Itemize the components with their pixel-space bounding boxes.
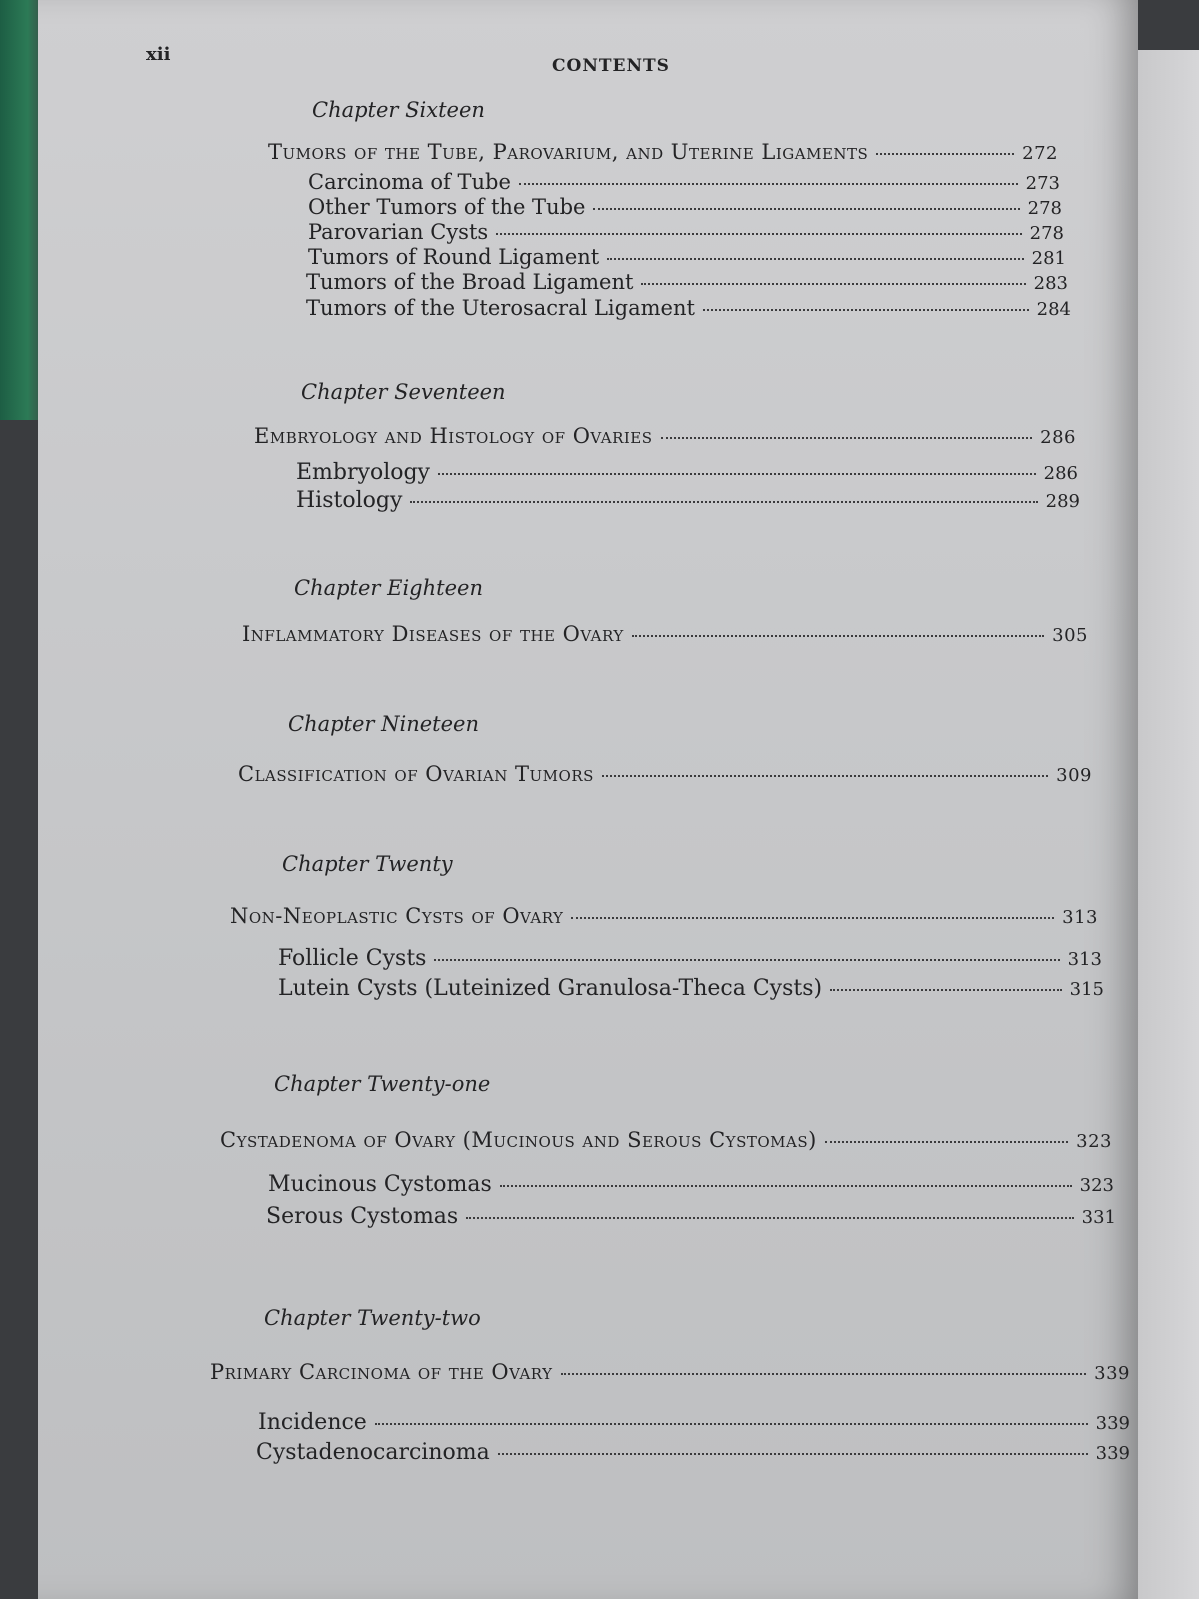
page-ref: 286 [1043,463,1078,484]
chapter-title: Inflammatory Diseases of the Ovary [242,622,624,646]
section-title: Mucinous Cystomas [268,1172,492,1197]
section-title: Tumors of the Broad Ligament [306,270,634,294]
page-ref: 281 [1031,248,1066,269]
dot-leader [375,1423,1088,1425]
page-ref: 339 [1095,1443,1130,1464]
page-ref: 273 [1025,173,1060,194]
dot-leader [498,1453,1088,1455]
section-title: Other Tumors of the Tube [308,195,586,219]
dot-leader [661,437,1033,439]
section-title: Carcinoma of Tube [308,170,511,194]
section-row [308,170,1060,194]
page-ref: 331 [1081,1207,1116,1228]
section-row [296,488,1080,513]
contents-page [38,0,1138,1599]
dot-leader [641,283,1025,285]
dot-leader [500,1185,1072,1187]
page-ref: 313 [1062,907,1098,928]
section-title: Serous Cystomas [266,1204,459,1229]
chapter-label: Chapter Sixteen [312,98,485,122]
section-title: Tumors of the Uterosacral Ligament [306,296,695,320]
section-row [296,460,1078,485]
chapter-label: Chapter Eighteen [294,576,483,600]
chapter-title: Primary Carcinoma of the Ovary [210,1360,553,1384]
section-title: Cystadenocarcinoma [256,1440,490,1465]
chapter-title-row [254,424,1076,448]
chapter-title: Classification of Ovarian Tumors [238,762,594,786]
dot-leader [876,153,1014,155]
section-title: Embryology [296,460,430,485]
chapter-label: Chapter Twenty-one [274,1072,491,1096]
dot-leader [496,233,1021,235]
chapter-title-row [268,140,1058,164]
page-ref: 305 [1052,625,1088,646]
chapter-title-row [238,762,1092,786]
chapter-title: Embryology and Histology of Ovaries [254,424,653,448]
page-ref: 323 [1079,1175,1114,1196]
section-row [278,976,1104,1001]
dot-leader [519,183,1018,185]
section-row [308,245,1066,269]
dot-leader [632,635,1044,637]
chapter-label: Chapter Seventeen [301,380,506,404]
section-title: Tumors of Round Ligament [308,245,600,269]
page-ref: 286 [1040,427,1076,448]
page-ref: 315 [1069,979,1104,1000]
dot-leader [438,473,1036,475]
page-ref: 283 [1033,273,1068,294]
section-title: Follicle Cysts [278,946,427,971]
section-row [278,946,1102,971]
dot-leader [466,1217,1073,1219]
page-ref: 339 [1094,1363,1130,1384]
dot-leader [602,775,1048,777]
section-title: Lutein Cysts (Luteinized Granulosa-Theca Cysts) [278,976,823,1001]
chapter-title-row [210,1360,1130,1384]
chapter-title: Non-Neoplastic Cysts of Ovary [230,904,564,928]
section-title: Incidence [258,1410,367,1435]
chapter-label: Chapter Nineteen [288,712,479,736]
dot-leader [607,258,1023,260]
dot-leader [703,309,1029,311]
section-row [268,1172,1114,1197]
section-row [256,1440,1130,1465]
dot-leader [830,989,1062,991]
running-title: CONTENTS [552,56,670,76]
page-ref: 339 [1095,1413,1130,1434]
page-ref: 278 [1027,198,1062,219]
section-row [266,1204,1116,1229]
dot-leader [825,1141,1068,1143]
page-ref: 313 [1067,949,1102,970]
section-row [306,270,1068,294]
section-row [308,220,1064,244]
chapter-title: Cystadenoma of Ovary (Mucinous and Serous Cystomas) [220,1128,817,1152]
section-title: Parovarian Cysts [308,220,489,244]
dot-leader [434,959,1059,961]
dot-leader [571,917,1054,919]
chapter-title: Tumors of the Tube, Parovarium, and Uterine Ligaments [268,140,869,164]
chapter-title-row [242,622,1088,646]
dot-leader [593,208,1019,210]
section-title: Histology [296,488,403,513]
section-row [306,296,1071,320]
page-ref: 284 [1036,299,1071,320]
page-number: xii [146,44,171,65]
chapter-title-row [230,904,1098,928]
dot-leader [410,501,1037,503]
section-row [308,195,1062,219]
page-ref: 309 [1056,765,1092,786]
chapter-label: Chapter Twenty-two [264,1306,481,1330]
page-ref: 323 [1076,1131,1112,1152]
section-row [258,1410,1130,1435]
chapter-label: Chapter Twenty [282,852,453,876]
dot-leader [561,1373,1087,1375]
page-ref: 278 [1029,223,1064,244]
chapter-title-row [220,1128,1112,1152]
page-ref: 289 [1045,491,1080,512]
page-ref: 272 [1022,143,1058,164]
